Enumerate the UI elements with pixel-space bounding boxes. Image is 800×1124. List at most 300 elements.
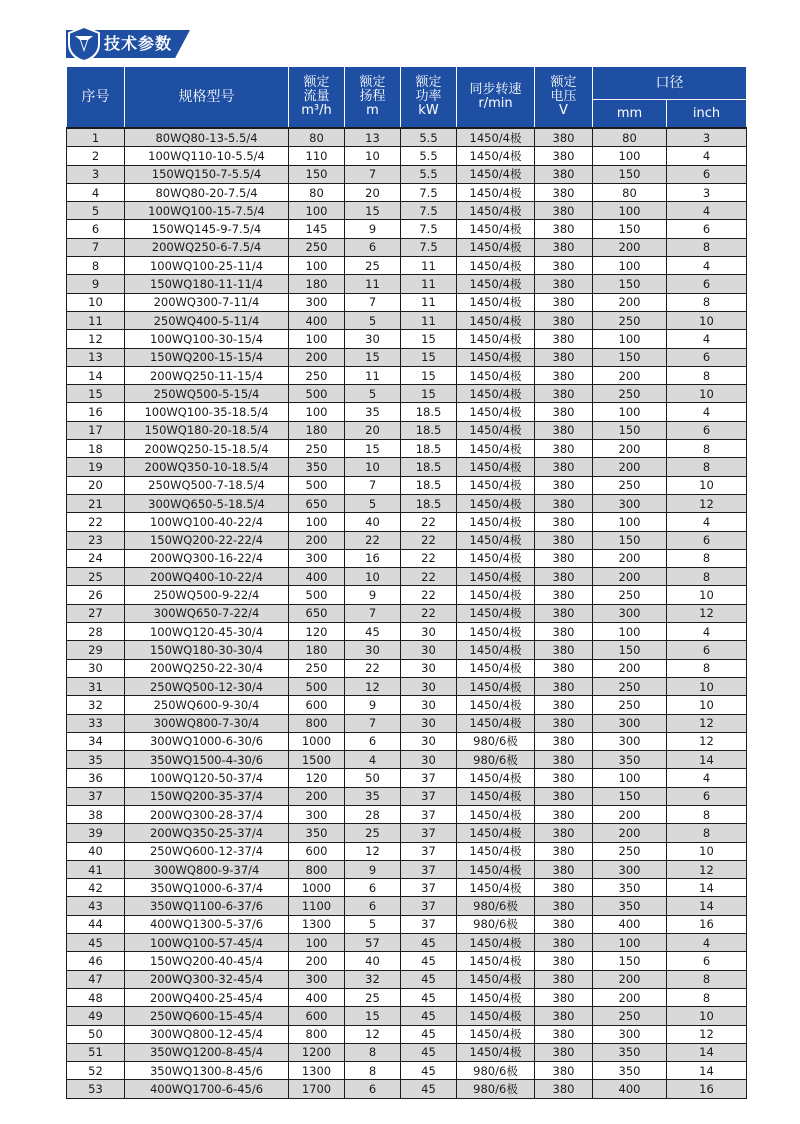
cell-flow: 1300 [289,915,345,933]
cell-head: 28 [345,805,401,823]
cell-caliber-inch: 10 [667,586,747,604]
col-header-index: 序号 [67,67,125,129]
cell-speed: 1450/4极 [457,330,535,348]
cell-model: 400WQ1700-6-45/6 [125,1080,289,1098]
cell-speed: 1450/4极 [457,568,535,586]
cell-index: 39 [67,824,125,842]
table-row [67,696,747,714]
table-row [67,641,747,659]
cell-model: 200WQ300-16-22/4 [125,549,289,567]
table-row [67,202,747,220]
cell-caliber-inch: 10 [667,385,747,403]
cell-model: 150WQ150-7-5.5/4 [125,165,289,183]
cell-power: 45 [401,952,457,970]
cell-voltage: 380 [535,915,593,933]
cell-speed: 1450/4极 [457,988,535,1006]
cell-caliber-inch: 4 [667,769,747,787]
cell-caliber-mm: 200 [593,805,667,823]
cell-voltage: 380 [535,641,593,659]
cell-power: 7.5 [401,202,457,220]
table-row [67,934,747,952]
cell-voltage: 380 [535,934,593,952]
cell-model: 100WQ100-30-15/4 [125,330,289,348]
cell-head: 13 [345,128,401,147]
cell-caliber-mm: 200 [593,293,667,311]
header-unit: r/min [478,96,513,111]
cell-caliber-inch: 10 [667,311,747,329]
cell-voltage: 380 [535,366,593,384]
header-line: 功率 [415,89,442,104]
cell-head: 6 [345,897,401,915]
cell-caliber-mm: 200 [593,366,667,384]
cell-caliber-mm: 250 [593,677,667,695]
cell-power: 22 [401,549,457,567]
cell-caliber-inch: 16 [667,1080,747,1098]
cell-index: 10 [67,293,125,311]
cell-index: 22 [67,513,125,531]
cell-speed: 1450/4极 [457,311,535,329]
cell-model: 300WQ800-12-45/4 [125,1025,289,1043]
cell-index: 21 [67,494,125,512]
table-row [67,293,747,311]
cell-head: 22 [345,659,401,677]
cell-model: 150WQ180-30-30/4 [125,641,289,659]
cell-power: 22 [401,531,457,549]
cell-head: 50 [345,769,401,787]
cell-power: 37 [401,842,457,860]
cell-power: 15 [401,330,457,348]
cell-caliber-inch: 4 [667,934,747,952]
cell-power: 30 [401,623,457,641]
cell-flow: 250 [289,238,345,256]
cell-index: 29 [67,641,125,659]
cell-flow: 180 [289,641,345,659]
cell-voltage: 380 [535,513,593,531]
cell-caliber-inch: 14 [667,1062,747,1080]
cell-speed: 1450/4极 [457,549,535,567]
cell-model: 100WQ110-10-5.5/4 [125,147,289,165]
cell-voltage: 380 [535,421,593,439]
cell-power: 11 [401,293,457,311]
cell-head: 9 [345,220,401,238]
cell-caliber-mm: 250 [593,842,667,860]
cell-speed: 1450/4极 [457,659,535,677]
table-row [67,970,747,988]
cell-head: 8 [345,1062,401,1080]
cell-head: 7 [345,293,401,311]
cell-model: 250WQ600-9-30/4 [125,696,289,714]
cell-caliber-inch: 8 [667,568,747,586]
cell-voltage: 380 [535,183,593,201]
cell-power: 30 [401,732,457,750]
cell-head: 11 [345,366,401,384]
cell-head: 6 [345,879,401,897]
cell-voltage: 380 [535,330,593,348]
cell-caliber-mm: 400 [593,915,667,933]
cell-power: 37 [401,879,457,897]
cell-speed: 1450/4极 [457,842,535,860]
cell-flow: 200 [289,787,345,805]
cell-flow: 300 [289,293,345,311]
header-line: 电压 [550,89,577,104]
col-header-head [345,67,401,129]
cell-power: 30 [401,696,457,714]
table-row [67,787,747,805]
cell-power: 37 [401,860,457,878]
cell-index: 28 [67,623,125,641]
cell-caliber-inch: 4 [667,257,747,275]
cell-caliber-mm: 250 [593,1007,667,1025]
cell-speed: 980/6极 [457,751,535,769]
cell-flow: 120 [289,769,345,787]
cell-power: 22 [401,513,457,531]
cell-flow: 80 [289,183,345,201]
cell-flow: 500 [289,586,345,604]
cell-caliber-mm: 80 [593,128,667,147]
cell-index: 50 [67,1025,125,1043]
cell-head: 9 [345,586,401,604]
cell-flow: 400 [289,568,345,586]
cell-caliber-inch: 8 [667,238,747,256]
cell-caliber-mm: 100 [593,769,667,787]
cell-speed: 980/6极 [457,897,535,915]
cell-speed: 1450/4极 [457,677,535,695]
table-row [67,220,747,238]
table-row [67,275,747,293]
table-row [67,403,747,421]
cell-index: 45 [67,934,125,952]
cell-head: 35 [345,787,401,805]
cell-speed: 1450/4极 [457,366,535,384]
cell-model: 150WQ180-20-18.5/4 [125,421,289,439]
cell-model: 250WQ500-9-22/4 [125,586,289,604]
cell-speed: 1450/4极 [457,403,535,421]
header-line: 扬程 [359,89,386,104]
cell-caliber-inch: 4 [667,147,747,165]
cell-model: 350WQ1500-4-30/6 [125,751,289,769]
cell-caliber-mm: 150 [593,531,667,549]
cell-flow: 300 [289,549,345,567]
table-row [67,330,747,348]
cell-power: 22 [401,604,457,622]
cell-speed: 1450/4极 [457,220,535,238]
cell-model: 150WQ145-9-7.5/4 [125,220,289,238]
cell-power: 30 [401,751,457,769]
table-row [67,1080,747,1098]
cell-index: 23 [67,531,125,549]
col-header-flow [289,67,345,129]
cell-voltage: 380 [535,751,593,769]
cell-caliber-mm: 250 [593,311,667,329]
cell-caliber-inch: 8 [667,549,747,567]
cell-head: 12 [345,842,401,860]
cell-voltage: 380 [535,586,593,604]
cell-flow: 1000 [289,879,345,897]
cell-caliber-mm: 300 [593,714,667,732]
cell-caliber-inch: 6 [667,421,747,439]
cell-head: 7 [345,714,401,732]
cell-index: 25 [67,568,125,586]
cell-model: 200WQ400-10-22/4 [125,568,289,586]
cell-flow: 800 [289,860,345,878]
cell-model: 300WQ800-9-37/4 [125,860,289,878]
cell-index: 48 [67,988,125,1006]
cell-caliber-inch: 12 [667,494,747,512]
cell-index: 34 [67,732,125,750]
cell-caliber-inch: 10 [667,476,747,494]
cell-flow: 1200 [289,1043,345,1061]
cell-power: 30 [401,677,457,695]
cell-model: 100WQ100-57-45/4 [125,934,289,952]
cell-index: 41 [67,860,125,878]
table-row [67,458,747,476]
cell-caliber-inch: 6 [667,165,747,183]
cell-model: 250WQ500-12-30/4 [125,677,289,695]
cell-head: 45 [345,623,401,641]
cell-head: 57 [345,934,401,952]
cell-model: 200WQ350-25-37/4 [125,824,289,842]
cell-head: 5 [345,494,401,512]
cell-index: 15 [67,385,125,403]
cell-voltage: 380 [535,988,593,1006]
cell-caliber-mm: 150 [593,220,667,238]
cell-caliber-mm: 150 [593,348,667,366]
cell-head: 9 [345,860,401,878]
cell-voltage: 380 [535,568,593,586]
cell-power: 18.5 [401,403,457,421]
cell-model: 200WQ250-15-18.5/4 [125,440,289,458]
cell-power: 45 [401,934,457,952]
header-unit: V [559,103,568,118]
cell-flow: 1100 [289,897,345,915]
cell-index: 1 [67,128,125,147]
cell-head: 40 [345,513,401,531]
cell-speed: 980/6极 [457,1080,535,1098]
cell-power: 37 [401,805,457,823]
cell-caliber-mm: 100 [593,934,667,952]
cell-power: 5.5 [401,147,457,165]
cell-voltage: 380 [535,677,593,695]
cell-voltage: 380 [535,440,593,458]
cell-head: 40 [345,952,401,970]
cell-model: 200WQ300-28-37/4 [125,805,289,823]
cell-index: 37 [67,787,125,805]
cell-head: 20 [345,183,401,201]
cell-power: 18.5 [401,421,457,439]
cell-index: 4 [67,183,125,201]
cell-flow: 800 [289,1025,345,1043]
table-row [67,476,747,494]
cell-model: 200WQ400-25-45/4 [125,988,289,1006]
table-row [67,513,747,531]
cell-index: 31 [67,677,125,695]
cell-caliber-inch: 14 [667,879,747,897]
col-header-caliber: 口径 [593,67,747,100]
cell-speed: 980/6极 [457,732,535,750]
cell-caliber-mm: 400 [593,1080,667,1098]
cell-model: 100WQ100-15-7.5/4 [125,202,289,220]
cell-caliber-mm: 150 [593,165,667,183]
cell-power: 15 [401,348,457,366]
cell-voltage: 380 [535,403,593,421]
cell-speed: 1450/4极 [457,934,535,952]
table-row [67,751,747,769]
cell-voltage: 380 [535,202,593,220]
cell-caliber-mm: 250 [593,586,667,604]
cell-caliber-mm: 300 [593,1025,667,1043]
cell-voltage: 380 [535,805,593,823]
cell-power: 45 [401,1007,457,1025]
section-title: 技术参数 [104,34,173,53]
cell-model: 250WQ600-15-45/4 [125,1007,289,1025]
cell-index: 43 [67,897,125,915]
header-line: 额定 [303,75,330,90]
cell-voltage: 380 [535,311,593,329]
cell-caliber-inch: 8 [667,293,747,311]
cell-voltage: 380 [535,494,593,512]
cell-model: 250WQ600-12-37/4 [125,842,289,860]
cell-speed: 1450/4极 [457,824,535,842]
cell-model: 150WQ180-11-11/4 [125,275,289,293]
table-row [67,1043,747,1061]
cell-flow: 200 [289,348,345,366]
cell-head: 15 [345,348,401,366]
cell-model: 300WQ1000-6-30/6 [125,732,289,750]
spec-table [66,66,747,1099]
cell-index: 17 [67,421,125,439]
cell-caliber-inch: 14 [667,897,747,915]
cell-caliber-inch: 4 [667,403,747,421]
cell-voltage: 380 [535,970,593,988]
col-header-power [401,67,457,129]
cell-head: 30 [345,641,401,659]
cell-head: 7 [345,476,401,494]
cell-model: 150WQ200-22-22/4 [125,531,289,549]
cell-flow: 500 [289,677,345,695]
cell-flow: 300 [289,805,345,823]
cell-caliber-mm: 100 [593,147,667,165]
cell-voltage: 380 [535,385,593,403]
cell-flow: 600 [289,842,345,860]
cell-head: 10 [345,147,401,165]
cell-caliber-inch: 6 [667,275,747,293]
cell-voltage: 380 [535,879,593,897]
cell-flow: 1000 [289,732,345,750]
cell-speed: 1450/4极 [457,769,535,787]
cell-voltage: 380 [535,860,593,878]
cell-flow: 350 [289,458,345,476]
cell-caliber-mm: 350 [593,879,667,897]
cell-head: 15 [345,440,401,458]
cell-model: 100WQ100-25-11/4 [125,257,289,275]
cell-index: 30 [67,659,125,677]
cell-power: 7.5 [401,238,457,256]
cell-caliber-mm: 100 [593,513,667,531]
cell-voltage: 380 [535,348,593,366]
col-header-model: 规格型号 [125,67,289,129]
cell-caliber-inch: 8 [667,805,747,823]
table-row [67,1007,747,1025]
cell-caliber-inch: 8 [667,659,747,677]
cell-speed: 1450/4极 [457,879,535,897]
cell-head: 12 [345,1025,401,1043]
cell-caliber-mm: 100 [593,330,667,348]
cell-caliber-inch: 3 [667,183,747,201]
cell-caliber-mm: 250 [593,385,667,403]
cell-voltage: 380 [535,897,593,915]
cell-caliber-mm: 350 [593,751,667,769]
cell-power: 11 [401,275,457,293]
cell-power: 11 [401,311,457,329]
cell-voltage: 380 [535,128,593,147]
v-shield-logo-icon [66,26,102,62]
cell-power: 45 [401,970,457,988]
header-line: 额定 [415,75,442,90]
cell-model: 150WQ200-15-15/4 [125,348,289,366]
cell-model: 300WQ800-7-30/4 [125,714,289,732]
cell-voltage: 380 [535,1062,593,1080]
cell-voltage: 380 [535,165,593,183]
cell-index: 51 [67,1043,125,1061]
cell-voltage: 380 [535,1043,593,1061]
cell-caliber-mm: 150 [593,641,667,659]
cell-index: 12 [67,330,125,348]
cell-speed: 1450/4极 [457,805,535,823]
cell-head: 35 [345,403,401,421]
header-line: 额定 [359,75,386,90]
cell-head: 9 [345,696,401,714]
cell-flow: 650 [289,604,345,622]
cell-model: 200WQ300-7-11/4 [125,293,289,311]
cell-model: 200WQ250-11-15/4 [125,366,289,384]
cell-voltage: 380 [535,623,593,641]
cell-power: 7.5 [401,183,457,201]
cell-speed: 1450/4极 [457,513,535,531]
cell-caliber-inch: 6 [667,220,747,238]
cell-model: 200WQ250-6-7.5/4 [125,238,289,256]
cell-model: 250WQ500-7-18.5/4 [125,476,289,494]
cell-power: 22 [401,586,457,604]
cell-index: 18 [67,440,125,458]
cell-caliber-mm: 250 [593,476,667,494]
cell-index: 53 [67,1080,125,1098]
cell-caliber-inch: 12 [667,1025,747,1043]
cell-caliber-mm: 350 [593,1062,667,1080]
cell-voltage: 380 [535,769,593,787]
col-header-voltage [535,67,593,129]
spec-table-body [67,128,747,1098]
cell-head: 25 [345,824,401,842]
cell-index: 6 [67,220,125,238]
cell-caliber-mm: 100 [593,403,667,421]
cell-flow: 120 [289,623,345,641]
cell-speed: 1450/4极 [457,860,535,878]
spec-table-container [66,66,746,1099]
cell-caliber-mm: 100 [593,202,667,220]
cell-head: 7 [345,165,401,183]
cell-index: 42 [67,879,125,897]
cell-head: 5 [345,915,401,933]
header-line: 同步转速 [469,82,522,97]
cell-power: 22 [401,568,457,586]
table-row [67,128,747,147]
table-row [67,311,747,329]
cell-power: 18.5 [401,494,457,512]
cell-speed: 1450/4极 [457,147,535,165]
cell-flow: 145 [289,220,345,238]
cell-index: 2 [67,147,125,165]
table-row [67,531,747,549]
